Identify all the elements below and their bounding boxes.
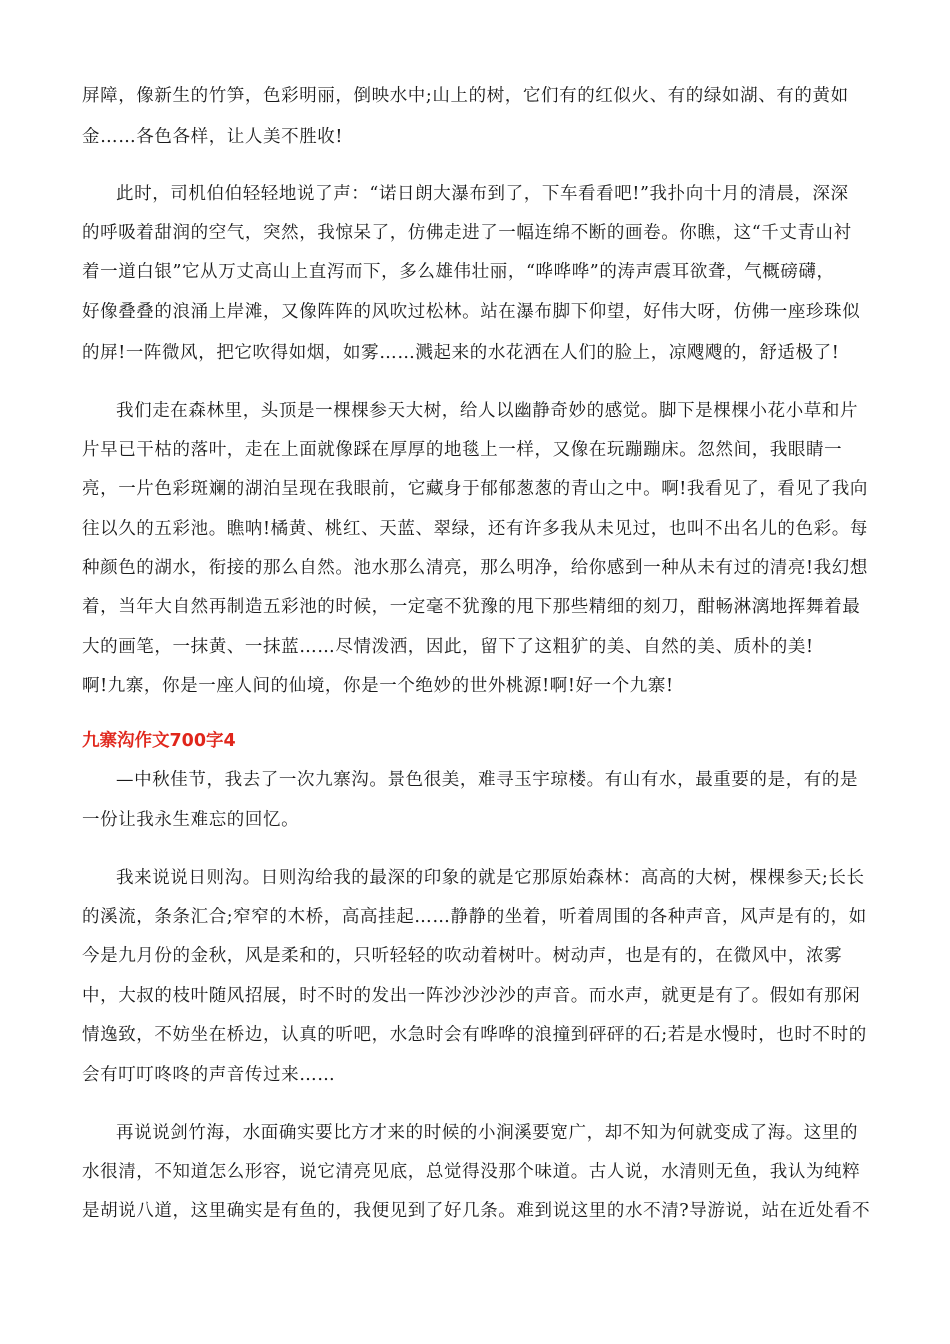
text-line: 着，当年大自然再制造五彩池的时候，一定毫不犹豫的甩下那些精细的刻刀，酣畅淋漓地挥舞着最 [82, 597, 861, 617]
text-line: 此时，司机伯伯轻轻地说了声：“诺日朗大瀑布到了，下车看看吧!”我扑向十月的清晨，深深 [116, 184, 849, 204]
text-line: 着一道白银”它从万丈高山上直泻而下，多么雄伟壮丽，“哗哗哗”的涛声震耳欲聋，气概磅礴， [82, 262, 835, 282]
text-line: 我们走在森林里，头顶是一棵棵参天大树，给人以幽静奇妙的感觉。脚下是棵棵小花小草和片 [116, 401, 859, 421]
text-line: 种颜色的湖水，衔接的那么自然。池水那么清亮，那么明净，给你感到一种从未有过的清亮!我幻想 [82, 558, 868, 578]
text-line: 的溪流，条条汇合;窄窄的木桥，高高挂起……静静的坐着，听着周围的各种声音，风声是有的，如 [82, 907, 867, 927]
text-line: 片早已干枯的落叶，走在上面就像踩在厚厚的地毯上一样，又像在玩蹦蹦床。忽然间，我眼睛一 [82, 440, 843, 460]
text-line: 亮，一片色彩斑斓的湖泊呈现在我眼前，它藏身于郁郁葱葱的青山之中。啊!我看见了，看见了我向 [82, 479, 868, 499]
text-line: 的屏!一阵微风，把它吹得如烟，如雾……溅起来的水花洒在人们的脸上，凉飕飕的，舒适极了! [82, 343, 840, 363]
text-line: 往以久的五彩池。瞧呐!橘黄、桃红、天蓝、翠绿，还有许多我从未见过，也叫不出名儿的色彩。每 [82, 519, 868, 539]
text-line: —中秋佳节，我去了一次九寨沟。景色很美，难寻玉宇琼楼。有山有水，最重要的是，有的是 [116, 770, 859, 790]
text-line: 会有叮叮咚咚的声音传过来…… [82, 1065, 336, 1085]
text-line: 我来说说日则沟。日则沟给我的最深的印象的就是它那原始森林：高高的大树，棵棵参天;长长 [116, 868, 865, 888]
text-line: 一份让我永生难忘的回忆。 [82, 810, 300, 830]
text-line: 水很清，不知道怎么形容，说它清亮见底，总觉得没那个味道。古人说，水清则无鱼，我认为纯粹 [82, 1162, 861, 1182]
text-line: 金……各色各样，让人美不胜收! [82, 127, 344, 147]
text-line: 屏障，像新生的竹笋，色彩明丽，倒映水中;山上的树，它们有的红似火、有的绿如湖、有的黄如 [82, 86, 849, 106]
text-line: 好像叠叠的浪涌上岸滩，又像阵阵的风吹过松林。站在瀑布脚下仰望，好伟大呀，仿佛一座珍珠似 [82, 302, 861, 322]
text-line: 的呼吸着甜润的空气，突然，我惊呆了，仿佛走进了一幅连绵不断的画卷。你瞧，这“千丈青山衬 [82, 223, 852, 243]
section-heading: 九寨沟作文700字4 [82, 731, 236, 751]
text-line: 情逸致，不妨坐在桥边，认真的听吧，水急时会有哗哗的浪撞到砰砰的石;若是水慢时，也时不时的 [82, 1025, 867, 1045]
text-line: 再说说剑竹海，水面确实要比方才来的时候的小涧溪要宽广，却不知为何就变成了海。这里的 [116, 1123, 859, 1143]
text-line: 中，大叔的枝叶随风招展，时不时的发出一阵沙沙沙沙的声音。而水声，就更是有了。假如有那闲 [82, 986, 861, 1006]
text-line: 大的画笔，一抹黄、一抹蓝……尽情泼洒，因此，留下了这粗犷的美、自然的美、质朴的美! [82, 637, 814, 657]
text-line: 啊!九寨，你是一座人间的仙境，你是一个绝妙的世外桃源!啊!好一个九寨! [82, 676, 674, 696]
text-line: 今是九月份的金秋，风是柔和的，只听轻轻的吹动着树叶。树动声，也是有的，在微风中，浓雾 [82, 946, 843, 966]
text-line: 是胡说八道，这里确实是有鱼的，我便见到了好几条。难到说这里的水不清?导游说，站在近处看不 [82, 1201, 871, 1221]
